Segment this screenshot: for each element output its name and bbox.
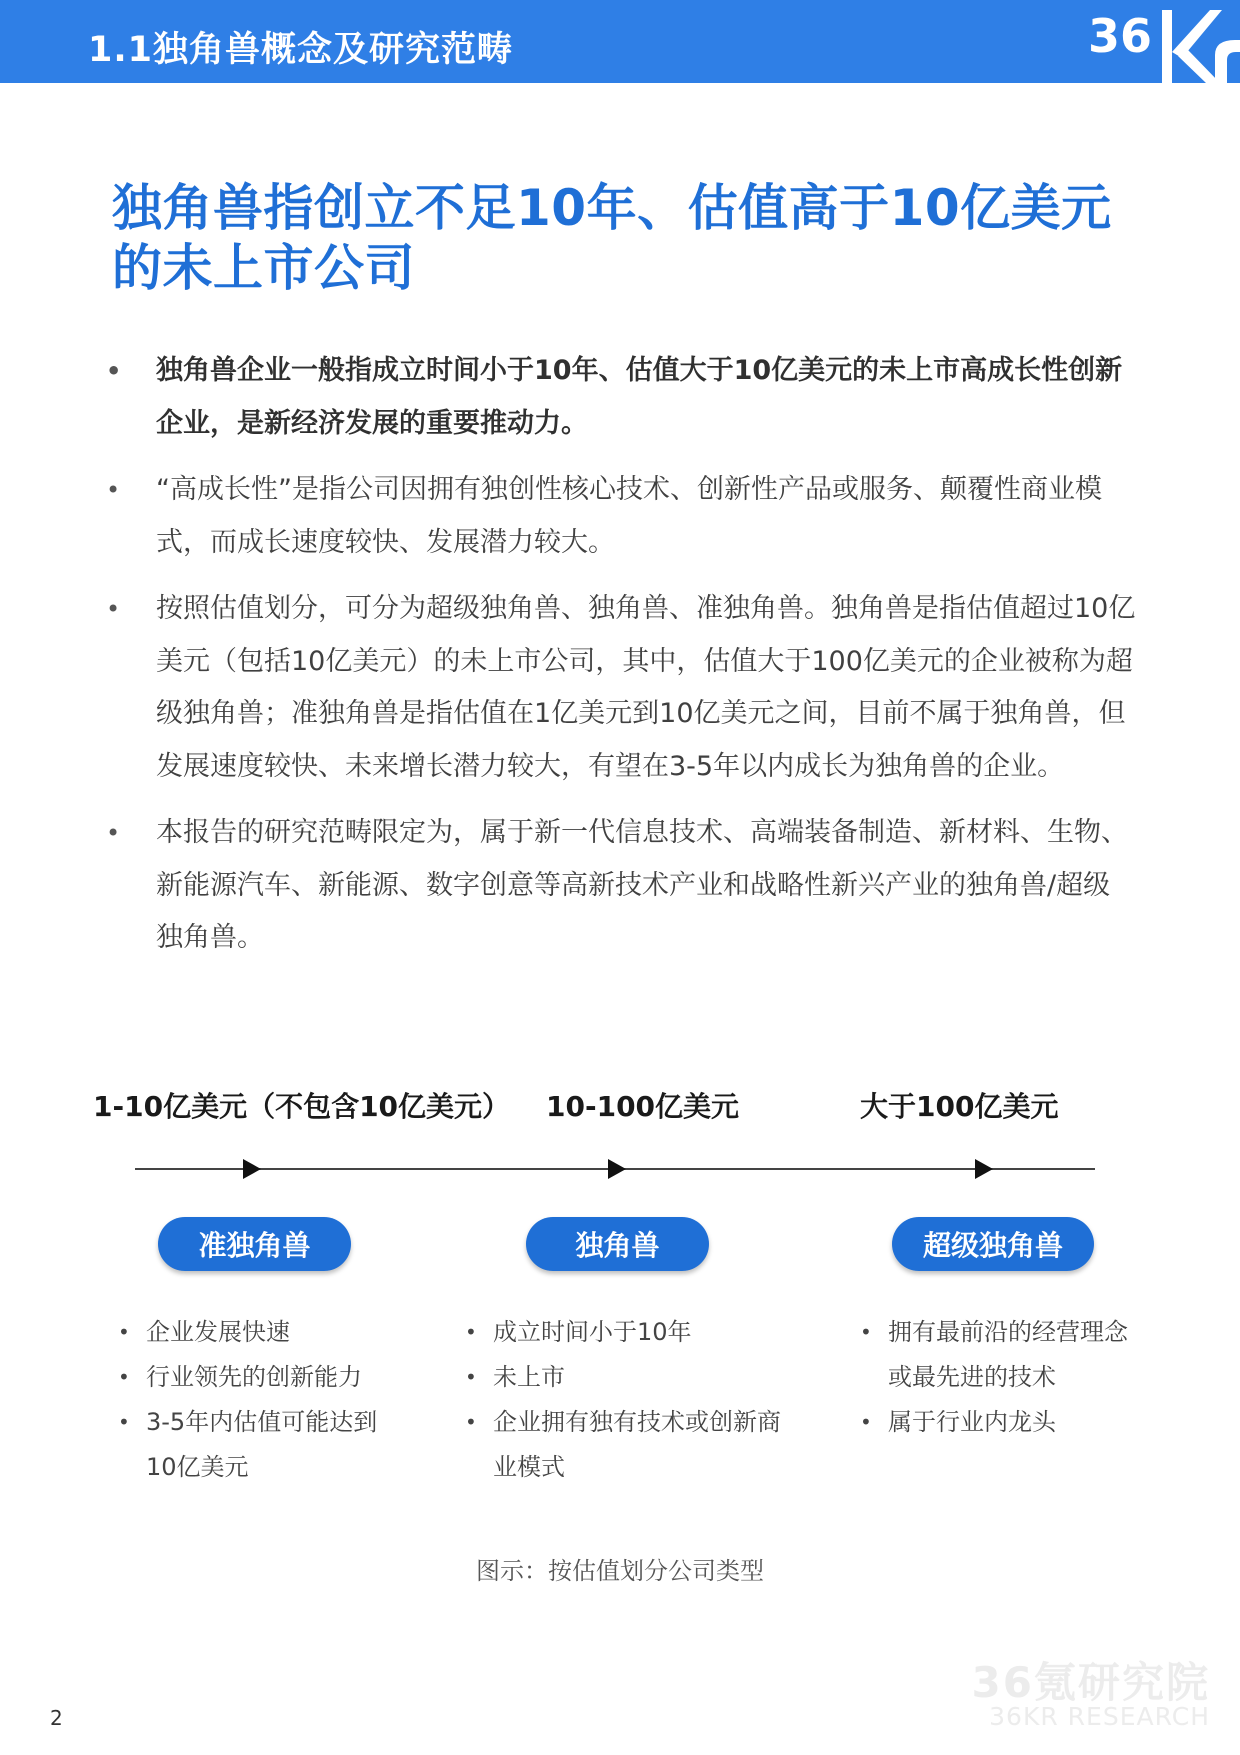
page-headline: 独角兽指创立不足10年、估值高于10亿美元的未上市公司: [112, 179, 1112, 297]
range-label-super: 大于100亿美元: [860, 1090, 1059, 1123]
36kr-logo: [1070, 0, 1240, 83]
logo-digits: 36: [1088, 9, 1153, 63]
bullet-dot: •: [106, 595, 121, 623]
category-pill-quasi-unicorn: 准独角兽: [158, 1217, 351, 1271]
feature-dot: •: [465, 1320, 477, 1344]
feature-dot: •: [860, 1320, 872, 1344]
feature-text: 3-5年内估值可能达到10亿美元: [146, 1408, 378, 1481]
watermark-en: 36KR RESEARCH: [989, 1702, 1210, 1731]
bullet-dot: •: [106, 357, 122, 385]
feature-list-super: [860, 1310, 1140, 1445]
bullet-dot: •: [106, 819, 121, 847]
feature-item: [118, 1400, 398, 1490]
bullet-list: [106, 345, 1136, 979]
feature-text: 拥有最前沿的经营理念或最先进的技术: [888, 1318, 1128, 1391]
feature-list-unicorn: [465, 1310, 785, 1490]
feature-item: [465, 1355, 785, 1400]
feature-dot: •: [465, 1410, 477, 1434]
category-pill-super-unicorn: 超级独角兽: [892, 1217, 1094, 1271]
range-label-unicorn: 10-100亿美元: [546, 1090, 740, 1123]
feature-item: [465, 1310, 785, 1355]
bullet-item: [106, 464, 1136, 569]
feature-item: [465, 1400, 785, 1490]
page-number: 2: [50, 1706, 63, 1730]
bullet-text: 独角兽企业一般指成立时间小于10年、估值大于10亿美元的未上市高成长性创新企业，是新经济发展的重要推动力。: [156, 355, 1123, 439]
range-label-quasi: 1-10亿美元（不包含10亿美元）: [93, 1090, 511, 1123]
feature-text: 企业发展快速: [146, 1318, 290, 1346]
section-title: 1.1独角兽概念及研究范畴: [88, 30, 514, 70]
feature-text: 成立时间小于10年: [493, 1318, 692, 1346]
bullet-item: [106, 345, 1136, 450]
timeline-arrow: [975, 1159, 993, 1179]
feature-item: [118, 1310, 398, 1355]
feature-dot: •: [465, 1365, 477, 1389]
feature-text: 未上市: [493, 1363, 565, 1391]
bullet-text: “高成长性”是指公司因拥有独创性核心技术、创新性产品或服务、颠覆性商业模式，而成长速度较快、发展潜力较大。: [156, 474, 1102, 558]
feature-dot: •: [860, 1410, 872, 1434]
bullet-text: 按照估值划分，可分为超级独角兽、独角兽、准独角兽。独角兽是指估值超过10亿美元（包括10亿美元）的未上市公司，其中，估值大于100亿美元的企业被称为超级独角兽；准独角兽是指估值在1亿美元到10亿美元之间，目前不属于独角兽，但发展速度较快、未来增长潜力较大，有望在3-5年以内成长为独角兽的企业。: [156, 593, 1136, 782]
bullet-item: [106, 583, 1136, 793]
watermark-cn: 36氪研究院: [971, 1658, 1210, 1707]
timeline-arrow: [608, 1159, 626, 1179]
feature-item: [860, 1400, 1140, 1445]
bullet-text: 本报告的研究范畴限定为，属于新一代信息技术、高端装备制造、新材料、生物、新能源汽车、新能源、数字创意等高新技术产业和战略性新兴产业的独角兽/超级独角兽。: [156, 817, 1128, 953]
feature-text: 属于行业内龙头: [888, 1408, 1056, 1436]
bullet-item: [106, 807, 1136, 965]
diagram-caption: 图示：按估值划分公司类型: [476, 1557, 764, 1585]
feature-dot: •: [118, 1320, 130, 1344]
feature-item: [860, 1310, 1140, 1400]
timeline-arrow: [243, 1159, 261, 1179]
feature-dot: •: [118, 1410, 130, 1434]
feature-text: 企业拥有独有技术或创新商业模式: [493, 1408, 781, 1481]
feature-item: [118, 1355, 398, 1400]
category-pill-unicorn: 独角兽: [526, 1217, 709, 1271]
feature-dot: •: [118, 1365, 130, 1389]
bullet-dot: •: [106, 476, 121, 504]
feature-text: 行业领先的创新能力: [146, 1363, 362, 1391]
feature-list-quasi: [118, 1310, 398, 1490]
